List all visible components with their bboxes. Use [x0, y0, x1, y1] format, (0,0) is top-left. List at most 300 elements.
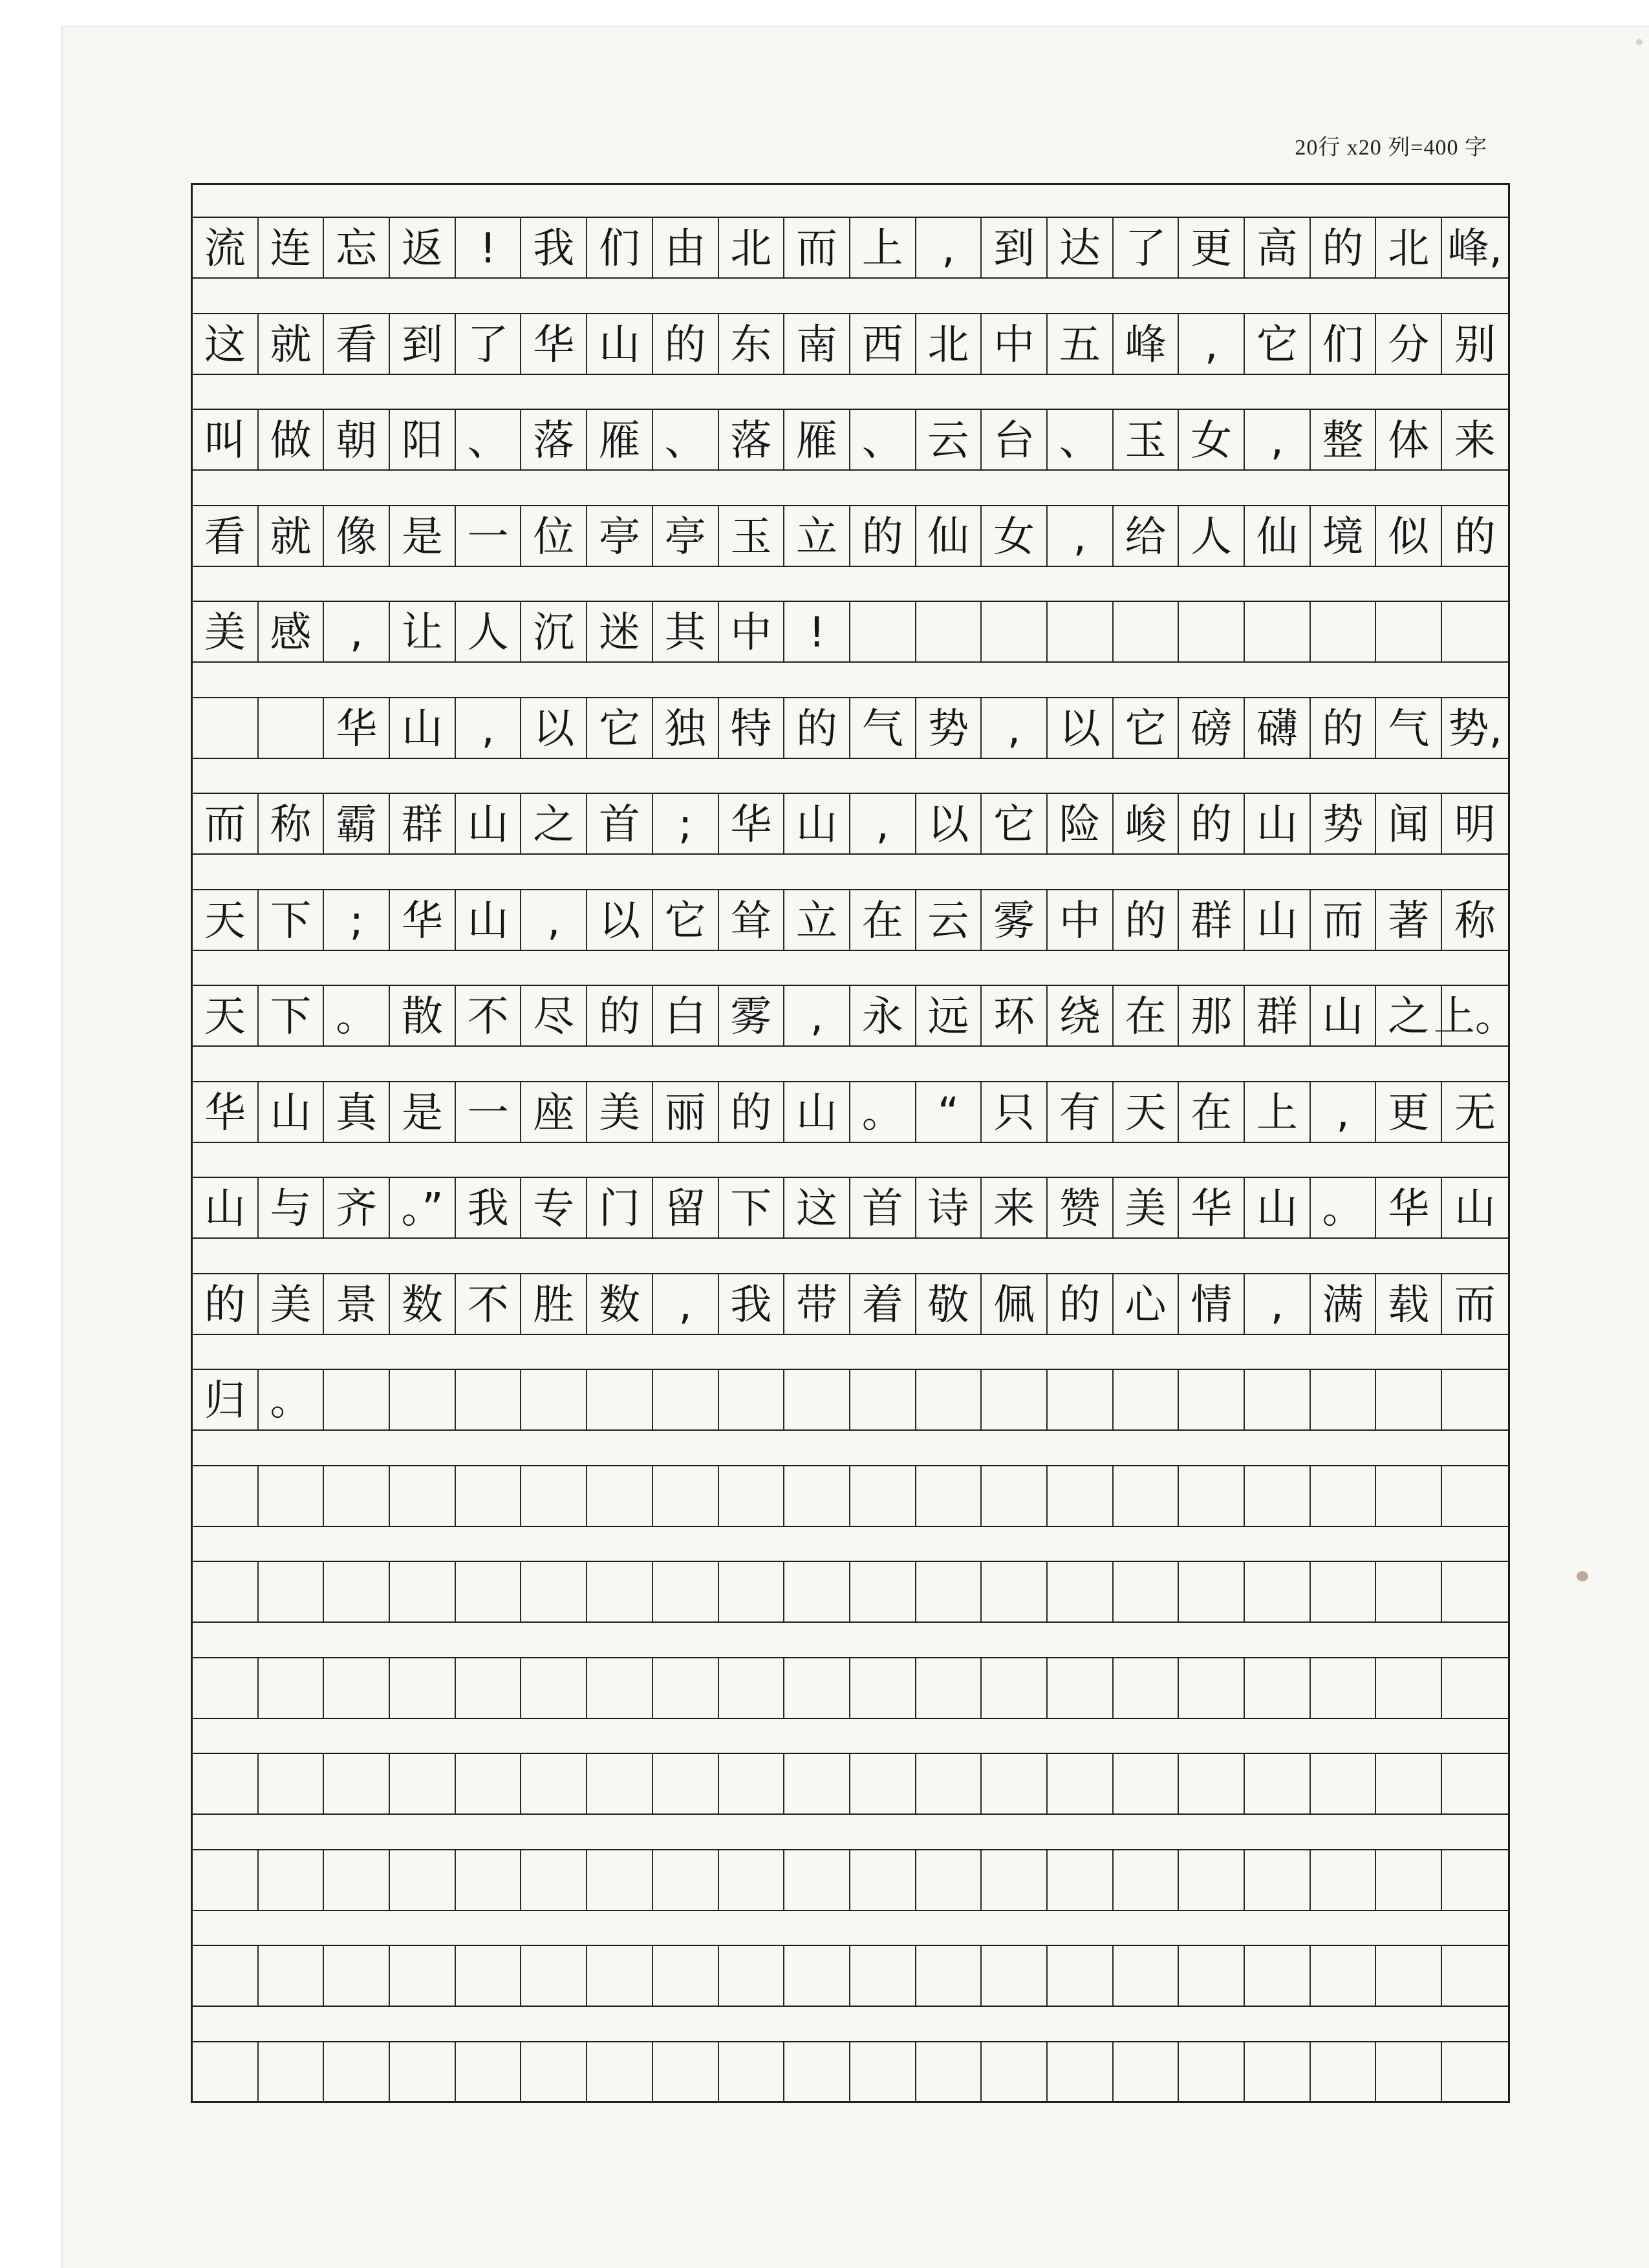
grid-cell [1442, 314, 1508, 374]
grid-cell [390, 1850, 456, 1910]
grid-cell [456, 986, 522, 1045]
handwritten-character: 专 [533, 1185, 575, 1233]
manuscript-grid [191, 183, 1516, 2103]
handwritten-character: 群 [1191, 897, 1233, 945]
grid-cell [521, 1466, 587, 1526]
grid-cell [587, 1082, 653, 1142]
handwritten-character: 不 [467, 993, 509, 1041]
grid-cell [390, 602, 456, 661]
handwritten-character: 东 [730, 321, 772, 369]
grid-cell [1311, 1946, 1377, 2006]
handwritten-character: 的 [1322, 705, 1364, 753]
grid-cell [982, 506, 1048, 566]
grid-cell [456, 1082, 522, 1142]
handwritten-character: 华 [533, 321, 575, 369]
grid-cell [456, 602, 522, 661]
handwritten-character: 、 [664, 417, 706, 465]
grid-cell [521, 602, 587, 661]
grid-cell [587, 1754, 653, 1813]
handwritten-character: 山 [1454, 1185, 1496, 1233]
grid-cell [916, 1850, 982, 1910]
grid-cell [850, 1658, 916, 1718]
grid-cell [259, 1946, 325, 2006]
grid-cell [1376, 2042, 1442, 2102]
grid-cell [1048, 1562, 1114, 1621]
grid-cell [1442, 1178, 1508, 1237]
grid-cell [916, 698, 982, 758]
grid-row [193, 697, 1508, 759]
grid-row [193, 793, 1508, 855]
grid-cell [784, 314, 850, 374]
grid-cell [456, 1466, 522, 1526]
handwritten-character: 亭 [664, 513, 706, 561]
grid-cell [1179, 1754, 1245, 1813]
handwritten-character: 特 [730, 705, 772, 753]
grid-cell [259, 1754, 325, 1813]
grid-cell [850, 794, 916, 853]
handwritten-character: 华 [1388, 1185, 1430, 1233]
handwritten-character: 数 [598, 1281, 640, 1329]
handwritten-character: 华 [204, 1089, 246, 1137]
grid-cell [916, 506, 982, 566]
grid-cell [653, 1850, 719, 1910]
grid-row [193, 1753, 1508, 1815]
grid-cell [982, 698, 1048, 758]
handwritten-character: 云 [927, 897, 969, 945]
handwritten-character: 在 [861, 897, 903, 945]
grid-cell [653, 986, 719, 1045]
grid-cell [587, 1274, 653, 1334]
grid-cell [456, 1946, 522, 2006]
handwritten-character: ! [479, 225, 497, 273]
handwritten-character: 山 [1256, 1185, 1298, 1233]
handwritten-character: 雁 [598, 417, 640, 465]
grid-cell [587, 1946, 653, 2006]
handwritten-character: 山 [598, 321, 640, 369]
grid-cell [1179, 1658, 1245, 1718]
handwritten-character: 我 [467, 1185, 509, 1233]
handwritten-character: 像 [336, 513, 378, 561]
handwritten-character: 真 [336, 1089, 378, 1137]
grid-cell [324, 1370, 390, 1429]
grid-cell [324, 602, 390, 661]
grid-cell [1114, 1178, 1180, 1237]
grid-cell [1311, 986, 1377, 1045]
grid-cell [193, 890, 259, 950]
grid-cell [521, 2042, 587, 2102]
grid-cell [390, 506, 456, 566]
grid-cell [1245, 1946, 1311, 2006]
grid-cell [1376, 602, 1442, 661]
handwritten-character: 忘 [336, 225, 378, 273]
handwritten-character: 女 [1191, 417, 1233, 465]
handwritten-character: 雾 [730, 993, 772, 1041]
grid-cell [390, 218, 456, 277]
handwritten-character: , [678, 1281, 692, 1329]
handwritten-character: 沉 [533, 609, 575, 657]
grid-cell [390, 314, 456, 374]
grid-cell [784, 1850, 850, 1910]
grid-cell [784, 1754, 850, 1813]
handwritten-character: 满 [1322, 1281, 1364, 1329]
grid-cell [1442, 2042, 1508, 2102]
grid-cell [1114, 1466, 1180, 1526]
grid-cell [1376, 794, 1442, 853]
grid-cell [1245, 1562, 1311, 1621]
grid-cell [1048, 1850, 1114, 1910]
grid-cell [1311, 1466, 1377, 1526]
grid-cell [784, 506, 850, 566]
grid-row [193, 1081, 1508, 1143]
handwritten-character: 丽 [664, 1089, 706, 1137]
handwritten-character: 美 [598, 1089, 640, 1137]
handwritten-character: 下 [270, 993, 312, 1041]
grid-row [193, 2041, 1508, 2103]
handwritten-character: 山 [796, 1089, 838, 1137]
grid-cell [719, 986, 785, 1045]
grid-cell [521, 794, 587, 853]
handwritten-character: , [942, 225, 955, 273]
grid-cell [587, 794, 653, 853]
handwritten-character: 就 [270, 321, 312, 369]
handwritten-character: 与 [270, 1185, 312, 1233]
grid-cell [1114, 602, 1180, 661]
handwritten-character: 了 [467, 321, 509, 369]
handwritten-character: , [876, 801, 889, 849]
grid-cell [521, 1850, 587, 1910]
handwritten-character: 归 [204, 1377, 246, 1425]
grid-cell [1311, 506, 1377, 566]
handwritten-character: 佩 [993, 1281, 1035, 1329]
handwritten-character: 的 [664, 321, 706, 369]
handwritten-character: 环 [993, 993, 1035, 1041]
grid-cell [784, 1658, 850, 1718]
grid-cell [1376, 1658, 1442, 1718]
grid-cell [324, 794, 390, 853]
grid-cell [1114, 1562, 1180, 1621]
grid-cell [1311, 218, 1377, 277]
grid-cell [1048, 602, 1114, 661]
handwritten-character: 感 [270, 609, 312, 657]
grid-cell [850, 2042, 916, 2102]
grid-cell [390, 890, 456, 950]
grid-cell [1114, 1274, 1180, 1334]
grid-cell [1179, 1466, 1245, 1526]
grid-cell [324, 986, 390, 1045]
handwritten-character: 们 [598, 225, 640, 273]
handwritten-character: 著 [1388, 897, 1430, 945]
grid-cell [193, 1082, 259, 1142]
handwritten-character: 女 [993, 513, 1035, 561]
grid-cell [456, 506, 522, 566]
handwritten-character: 连 [270, 225, 312, 273]
handwritten-character: 似 [1388, 513, 1430, 561]
grid-cell [1376, 1466, 1442, 1526]
handwritten-character: 亭 [598, 513, 640, 561]
grid-cell [456, 1658, 522, 1718]
grid-cell [982, 218, 1048, 277]
handwritten-character: 赞 [1059, 1185, 1101, 1233]
handwritten-character: 耸 [730, 897, 772, 945]
handwritten-character: 达 [1059, 225, 1101, 273]
handwritten-character: 峻 [1125, 801, 1167, 849]
handwritten-character: 一 [467, 513, 509, 561]
handwritten-character: 的 [861, 513, 903, 561]
grid-cell [259, 986, 325, 1045]
grid-cell [1245, 410, 1311, 469]
handwritten-character: 叫 [204, 417, 246, 465]
handwritten-character: 北 [1388, 225, 1430, 273]
grid-cell [324, 314, 390, 374]
handwritten-character: 就 [270, 513, 312, 561]
grid-cell [850, 1562, 916, 1621]
grid-cell [456, 1178, 522, 1237]
handwritten-character: 的 [1454, 513, 1496, 561]
handwritten-character: 它 [1256, 321, 1298, 369]
handwritten-character: 下 [730, 1185, 772, 1233]
handwritten-character: 永 [861, 993, 903, 1041]
grid-cell [324, 1274, 390, 1334]
handwritten-character: 华 [1191, 1185, 1233, 1233]
grid-cell [916, 2042, 982, 2102]
grid-cell [719, 1946, 785, 2006]
grid-spec-label: 20行 x20 列=400 字 [1295, 136, 1487, 160]
grid-cell [1048, 698, 1114, 758]
grid-cell [1048, 1082, 1114, 1142]
grid-cell [982, 1466, 1048, 1526]
handwritten-character: 山 [1256, 897, 1298, 945]
grid-cell [653, 1754, 719, 1813]
handwritten-character: 山 [204, 1185, 246, 1233]
grid-cell [784, 794, 850, 853]
handwritten-character: 中 [730, 609, 772, 657]
grid-cell [193, 314, 259, 374]
grid-cell [916, 890, 982, 950]
grid-cell [1245, 1850, 1311, 1910]
grid-cell [587, 698, 653, 758]
handwritten-character: 以 [598, 897, 640, 945]
grid-cell [982, 1274, 1048, 1334]
grid-cell [193, 1754, 259, 1813]
handwritten-character: , [1270, 417, 1284, 465]
handwritten-character: 我 [730, 1281, 772, 1329]
handwritten-character: 心 [1125, 1281, 1167, 1329]
grid-cell [521, 1370, 587, 1429]
grid-cell [916, 314, 982, 374]
handwritten-character: 山 [401, 705, 443, 753]
grid-cell [1311, 2042, 1377, 2102]
handwritten-character: 的 [1191, 801, 1233, 849]
grid-cell [1311, 1082, 1377, 1142]
grid-cell [784, 1946, 850, 2006]
grid-cell [193, 1658, 259, 1718]
grid-cell [916, 794, 982, 853]
handwritten-character: 只 [993, 1089, 1035, 1137]
grid-cell [1433, 986, 1516, 1045]
handwritten-character: 整 [1322, 417, 1364, 465]
handwritten-character: 险 [1059, 801, 1101, 849]
grid-cell [456, 890, 522, 950]
grid-cell [521, 410, 587, 469]
grid-cell [587, 1850, 653, 1910]
handwritten-character: , [481, 705, 495, 753]
handwritten-character: 群 [401, 801, 443, 849]
handwritten-character: 人 [467, 609, 509, 657]
grid-cell [653, 1274, 719, 1334]
handwritten-character: 以 [1059, 705, 1101, 753]
handwritten-character: 势 [927, 705, 969, 753]
grid-cell [1376, 1562, 1442, 1621]
handwritten-character: 载 [1388, 1281, 1430, 1329]
grid-cell [324, 890, 390, 950]
handwritten-character: 到 [993, 225, 1035, 273]
handwritten-character: 立 [796, 897, 838, 945]
grid-cell [1114, 1754, 1180, 1813]
handwritten-character: 山 [796, 801, 838, 849]
grid-cell [1179, 890, 1245, 950]
grid-cell [850, 890, 916, 950]
handwritten-character: 它 [664, 897, 706, 945]
grid-cell [784, 1082, 850, 1142]
handwritten-character: 明 [1454, 801, 1496, 849]
grid-cell [916, 1754, 982, 1813]
grid-row [193, 1657, 1508, 1719]
grid-cell [1442, 1082, 1508, 1142]
grid-cell [1442, 218, 1508, 277]
grid-cell [390, 1754, 456, 1813]
grid-cell [259, 506, 325, 566]
grid-cell [784, 2042, 850, 2102]
handwritten-character: 阳 [401, 417, 443, 465]
handwritten-character: ! [808, 609, 825, 657]
handwritten-character: , [1336, 1089, 1350, 1137]
grid-cell [324, 1466, 390, 1526]
grid-cell [719, 410, 785, 469]
handwritten-character: 那 [1191, 993, 1233, 1041]
grid-cell [1442, 698, 1508, 758]
grid-row [193, 217, 1508, 279]
grid-cell [719, 218, 785, 277]
handwritten-character: 在 [1125, 993, 1167, 1041]
grid-cell [1114, 1946, 1180, 2006]
grid-cell [259, 410, 325, 469]
grid-cell [1442, 602, 1508, 661]
grid-cell [653, 1370, 719, 1429]
grid-cell [193, 1850, 259, 1910]
grid-cell [521, 314, 587, 374]
grid-cell [259, 1370, 325, 1429]
grid-cell [850, 506, 916, 566]
handwritten-character: 落 [730, 417, 772, 465]
grid-cell [653, 1466, 719, 1526]
grid-cell [1311, 698, 1377, 758]
grid-cell [1442, 794, 1508, 853]
handwritten-character: 势, [1447, 705, 1503, 753]
handwritten-character: 气 [861, 705, 903, 753]
grid-cell [1179, 2042, 1245, 2102]
grid-cell [1442, 1850, 1508, 1910]
grid-cell [456, 1274, 522, 1334]
handwritten-character: 到 [401, 321, 443, 369]
handwritten-character: 一 [467, 1089, 509, 1137]
handwritten-character: 它 [598, 705, 640, 753]
grid-cell [1245, 986, 1311, 1045]
grid-cell [324, 410, 390, 469]
grid-cell [1442, 410, 1508, 469]
grid-cell [719, 2042, 785, 2102]
handwritten-character: , [1204, 321, 1218, 369]
grid-cell [324, 1562, 390, 1621]
grid-cell [719, 698, 785, 758]
grid-cell [390, 1946, 456, 2006]
grid-cell [653, 1082, 719, 1142]
grid-cell [193, 602, 259, 661]
grid-cell [259, 314, 325, 374]
handwritten-character: 白 [664, 993, 706, 1041]
handwritten-character: 其 [664, 609, 706, 657]
grid-cell [1442, 1466, 1508, 1526]
grid-cell [1311, 1370, 1377, 1429]
handwritten-character: 它 [993, 801, 1035, 849]
grid-cell [784, 698, 850, 758]
grid-cell [1376, 1850, 1442, 1910]
grid-cell [719, 1754, 785, 1813]
grid-cell [1245, 1658, 1311, 1718]
grid-cell [1376, 1274, 1442, 1334]
handwritten-character: 数 [401, 1281, 443, 1329]
grid-cell [259, 794, 325, 853]
handwritten-character: 是 [401, 1089, 443, 1137]
handwritten-character: 。 [861, 1089, 903, 1137]
grid-row [193, 601, 1508, 663]
handwritten-character: 这 [204, 321, 246, 369]
handwritten-character: 称 [270, 801, 312, 849]
grid-cell [784, 1274, 850, 1334]
handwritten-character: 。 [336, 993, 378, 1041]
handwritten-character: 迷 [598, 609, 640, 657]
grid-cell [193, 1370, 259, 1429]
handwritten-character: 更 [1388, 1089, 1430, 1137]
grid-cell [1311, 314, 1377, 374]
handwritten-character: 云 [927, 417, 969, 465]
handwritten-character: 留 [664, 1185, 706, 1233]
grid-cell [1179, 698, 1245, 758]
handwritten-character: 中 [1059, 897, 1101, 945]
grid-cell [1376, 1754, 1442, 1813]
handwritten-character: 的 [1059, 1281, 1101, 1329]
grid-cell [1311, 890, 1377, 950]
grid-cell [324, 1946, 390, 2006]
handwritten-character: , [810, 993, 824, 1041]
handwritten-character: , [350, 609, 363, 657]
handwritten-character: ; [678, 801, 693, 849]
handwritten-character: 返 [401, 225, 443, 273]
handwritten-character: 山 [467, 801, 509, 849]
grid-cell [653, 1178, 719, 1237]
grid-cell [193, 1562, 259, 1621]
grid-cell [1442, 1562, 1508, 1621]
handwritten-character: 尽 [533, 993, 575, 1041]
grid-cell [1048, 1274, 1114, 1334]
grid-cell [1114, 506, 1180, 566]
handwritten-character: 峰, [1447, 225, 1503, 273]
grid-cell [1376, 890, 1442, 950]
grid-cell [982, 986, 1048, 1045]
grid-cell [1114, 698, 1180, 758]
grid-cell [850, 1466, 916, 1526]
grid-cell [259, 1274, 325, 1334]
handwritten-character: 来 [1454, 417, 1496, 465]
